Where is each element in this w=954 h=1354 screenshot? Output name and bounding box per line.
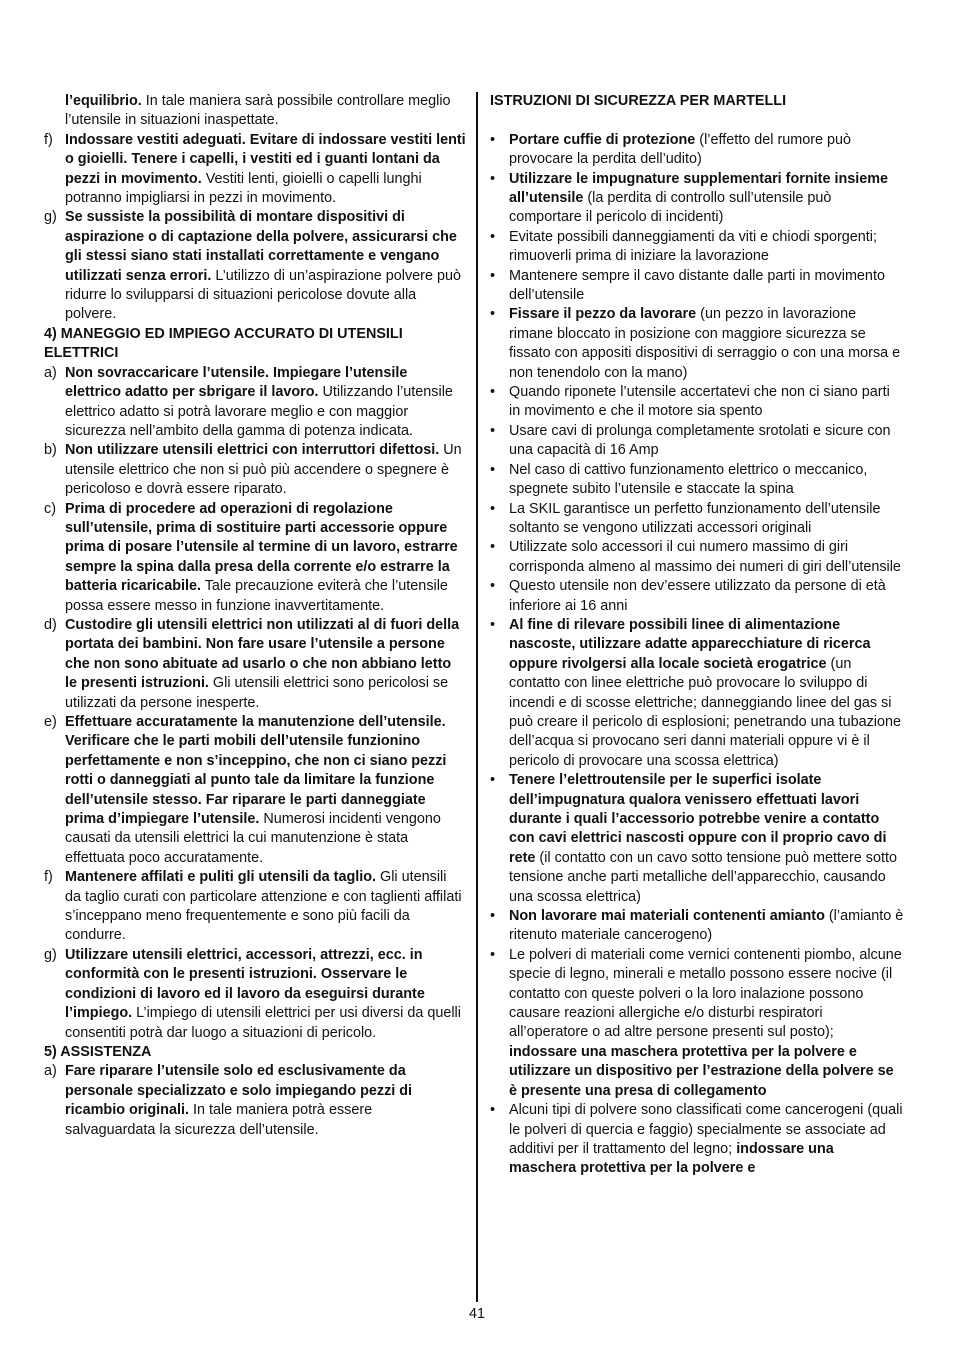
bullet-text: Questo utensile non dev’essere utilizzato da persone di età inferiore ai 16 anni	[509, 578, 886, 614]
list-item-5a	[44, 1062, 466, 1140]
bullet-bold: Non lavorare mai materiali contenenti amianto	[509, 908, 825, 925]
bullet-text: Utilizzate solo accessori il cui numero massimo di giri corrisponda almeno al massimo dei numeri di giri dell’utensile	[509, 539, 901, 575]
bullet-dot-icon: •	[490, 616, 496, 633]
list-item-4c	[44, 500, 466, 616]
item-bold: Prima di procedere ad operazioni di regolazione sull’utensile, prima di sostituire parti accessorie oppure prima di posare l’utensile al termine di un lavoro, estrarre sempre la spina dalla presa della corrente e/o estrarre la batteria ricaricabile.	[65, 500, 458, 595]
bullet-text: (un pezzo in lavorazione rimane bloccato in posizione con maggiore sicurezza se fissato con appositi dispositivi di serraggio o con una morsa e non tenendolo con la mano)	[509, 306, 901, 381]
safety-bullet-list	[490, 131, 904, 1179]
item-label: f)	[44, 131, 53, 148]
bullet-bold: Utilizzare le impugnature supplementari fornite insieme all’utensile	[509, 170, 889, 207]
item-text: Vestiti lenti, gioielli o capelli lunghi potranno impigliarsi in pezzi in movimento.	[65, 170, 422, 207]
bullet-text: (la perdita di controllo sull’utensile può comportare il pericolo di incidenti)	[509, 190, 832, 226]
bullet-dot-icon: •	[490, 500, 496, 517]
bullet-dot-icon: •	[490, 539, 496, 556]
bullet-bold: Al fine di rilevare possibili linee di alimentazione nascoste, utilizzare adatte apparecchiature di ricerca oppure rivolgersi alla locale società erogatrice	[509, 616, 871, 672]
item-text: L’utilizzo di un’aspirazione polvere può ridurre lo svilupparsi di situazioni pericolose dovute alla polvere.	[65, 267, 461, 323]
item-text: Numerosi incidenti vengono causati da utensili elettrici la cui manutenzione è stata effettuata poco accuratamente.	[65, 811, 441, 866]
bullet-bold-trailing: indossare una maschera protettiva per la polvere e	[509, 1140, 834, 1177]
bullet-text: (un contatto con linee elettriche può provocare lo sviluppo di incendi e di scosse elettriche; danneggiando linee del gas si può creare il pericolo di esplosioni; penetrando una tubazione dell’acqua si provocano seri danni materiali oppure vi è il pericolo di provocare una scossa elettrica)	[509, 655, 902, 769]
bullet-item	[490, 228, 904, 267]
left-column	[44, 92, 466, 1140]
item-label: a)	[44, 1063, 57, 1080]
bullet-item	[490, 907, 904, 946]
item-bold: Utilizzare utensili elettrici, accessori, attrezzi, ecc. in conformità con le presenti istruzioni. Osservare le condizioni di lavoro ed il lavoro da eseguirsi durante l’impiego.	[65, 946, 425, 1022]
bullet-text: Quando riponete l’utensile accertatevi che non ci siano parti in movimento e che il motore sia spento	[509, 384, 890, 420]
right-column	[490, 92, 904, 1179]
bullet-text: Le polveri di materiali come vernici contenenti piombo, alcune specie di legno, minerali e metallo possono essere nocive (il contatto con queste polveri o la loro inalazione possono causare reazioni allergiche e/o disturbi respiratori all’operatore o ad altre persone presenti sul posto);	[509, 946, 902, 1041]
item-label: g)	[44, 209, 57, 226]
bullet-text: (l’amianto è ritenuto materiale cancerogeno)	[509, 908, 904, 944]
item-bold: Non sovraccaricare l’utensile. Impiegare l’utensile elettrico adatto per sbrigare il lavoro.	[65, 364, 408, 401]
item-bold: Se sussiste la possibilità di montare dispositivi di aspirazione o di captazione della polvere, assicurarsi che gli stessi siano stati installati correttamente e vengano utilizzati senza errori.	[65, 209, 457, 284]
item-text: Gli utensili da taglio curati con particolare attenzione e con taglienti affilati s’inceppano meno frequentemente e sono più facili da condurre.	[65, 869, 462, 944]
hammer-safety-heading: ISTRUZIONI DI SICUREZZA PER MARTELLI	[490, 93, 787, 109]
item-text: Gli utensili elettrici sono pericolosi se utilizzati da persone inesperte.	[65, 675, 449, 711]
page-number: 41	[468, 1306, 485, 1322]
bullet-dot-icon: •	[490, 422, 496, 439]
bullet-dot-icon: •	[490, 267, 496, 284]
bullet-item	[490, 267, 904, 306]
item-label: a)	[44, 364, 57, 381]
bullet-dot-icon: •	[490, 772, 496, 789]
item-text: Un utensile elettrico che non si può più accendere o spegnere è pericoloso e dovrà essere riparato.	[65, 442, 462, 498]
list-item-4b	[44, 441, 466, 499]
item-bold: Non utilizzare utensili elettrici con interruttori difettosi.	[65, 442, 440, 459]
bullet-dot-icon: •	[490, 131, 496, 148]
bullet-bold-trailing: indossare una maschera protettiva per la polvere e utilizzare un dispositivo per l’estrazione della polvere se è presente una presa di collegamento	[509, 1043, 894, 1099]
item-label: d)	[44, 616, 57, 633]
bullet-item	[490, 1101, 904, 1179]
bullet-text: Mantenere sempre il cavo distante dalle parti in movimento dell’utensile	[509, 267, 885, 304]
section-heading-5: 5) ASSISTENZA	[44, 1043, 152, 1060]
item-bold: Fare riparare l’utensile solo ed esclusivamente da personale specializzato e solo impiegando pezzi di ricambio originali.	[65, 1063, 413, 1119]
list-item-4g	[44, 946, 466, 1043]
list-item-4a	[44, 364, 466, 442]
bullet-item	[490, 538, 904, 577]
column-divider	[476, 92, 478, 1302]
bullet-item	[490, 422, 904, 461]
list-item-4f	[44, 868, 466, 946]
bullet-text: Nel caso di cattivo funzionamento elettrico o meccanico, spegnete subito l’utensile e staccate la spina	[509, 461, 868, 498]
bullet-text: (l’effetto del rumore può provocare la perdita dell’udito)	[509, 131, 852, 168]
bullet-item	[490, 577, 904, 616]
bullet-text: Alcuni tipi di polvere sono classificati come cancerogeni (quali le polveri di quercia e faggio) specialmente se associate ad additivi per il trattamento del legno;	[509, 1102, 903, 1157]
section-heading-4: 4) MANEGGIO ED IMPIEGO ACCURATO DI UTENSILI ELETTRICI	[44, 325, 403, 362]
item-label: f)	[44, 869, 53, 886]
item-text: L’impiego di utensili elettrici per usi diversi da quelli consentiti potrà dar luogo a situazioni di pericolo.	[65, 1005, 461, 1041]
bullet-dot-icon: •	[490, 578, 496, 595]
item-bold: Effettuare accuratamente la manutenzione dell’utensile. Verificare che le parti mobili dell’utensile funzionino perfettamente e non s’inceppino, che non ci siano pezzi rotti o danneggiati al punto tale da limitare la funzione dell’utensile stesso. Far riparare le parti danneggiate prima d’impiegare l’utensile.	[65, 714, 447, 828]
bullet-dot-icon: •	[490, 1102, 496, 1119]
item-label: g)	[44, 946, 57, 963]
item-label: c)	[44, 500, 56, 517]
bullet-item	[490, 771, 904, 907]
continued-text: In tale maniera sarà possibile controllare meglio l’utensile in situazioni inaspettate.	[65, 93, 451, 129]
bullet-dot-icon: •	[490, 461, 496, 478]
bullet-dot-icon: •	[490, 908, 496, 925]
bullet-dot-icon: •	[490, 384, 496, 401]
bullet-dot-icon: •	[490, 306, 496, 323]
list-item-3g	[44, 208, 466, 324]
bullet-dot-icon: •	[490, 228, 496, 245]
item-bold: Custodire gli utensili elettrici non utilizzati al di fuori della portata dei bambini. Non fare usare l’utensile a persone che non sono abituate ad usarlo o che non abbiano letto le presenti istruzioni.	[65, 616, 460, 692]
list-item-3f	[44, 131, 466, 209]
item-bold: Indossare vestiti adeguati. Evitare di indossare vestiti lenti o gioielli. Tenere i capelli, i vestiti ed i guanti lontani da pezzi in movimento.	[65, 131, 466, 187]
bullet-text: Usare cavi di prolunga completamente srotolati e sicure con una capacità di 16 Amp	[509, 422, 891, 459]
bullet-bold: Portare cuffie di protezione	[509, 131, 696, 148]
item-label: e)	[44, 714, 57, 730]
bullet-dot-icon: •	[490, 946, 496, 963]
bullet-text: Evitate possibili danneggiamenti da viti e chiodi sporgenti; rimuoverli prima di iniziare la lavorazione	[509, 228, 877, 265]
item-text: Utilizzando l’utensile elettrico adatto si potrà lavorare meglio e con maggior sicurezza nell’ambito della gamma di potenza indicata.	[65, 384, 453, 439]
bullet-text: La SKIL garantisce un perfetto funzionamento dell’utensile soltanto se vengono utilizzati accessori originali	[509, 500, 881, 536]
bullet-item	[490, 461, 904, 500]
list-item-4e	[44, 713, 466, 868]
bullet-item	[490, 170, 904, 228]
bullet-item	[490, 383, 904, 422]
item-text: Tale precauzione eviterà che l’utensile possa essere messo in funzione inavvertitamente.	[65, 578, 448, 614]
bullet-dot-icon: •	[490, 170, 496, 187]
bullet-item	[490, 131, 904, 170]
bullet-bold: Tenere l’elettroutensile per le superfici isolate dell’impugnatura qualora venissero effettuati lavori durante i quali l’accessorio potrebbe venire a contatto con cavi elettrici nascosti oppure con il proprio cavo di rete	[509, 772, 887, 866]
item-bold: Mantenere affilati e puliti gli utensili da taglio.	[65, 869, 377, 886]
item-label: b)	[44, 442, 57, 459]
bullet-item	[490, 616, 904, 771]
bullet-item	[490, 500, 904, 539]
bullet-text: (il contatto con un cavo sotto tensione può mettere sotto tensione anche parti metalliche dell’apparecchio, causando una scossa elettrica)	[509, 849, 897, 905]
bullet-bold: Fissare il pezzo da lavorare	[509, 306, 697, 323]
bullet-item	[490, 305, 904, 383]
item-text: In tale maniera potrà essere salvaguardata la sicurezza dell’utensile.	[65, 1102, 373, 1138]
continued-bold: l’equilibrio.	[65, 93, 142, 109]
continued-paragraph	[44, 92, 466, 131]
list-item-4d	[44, 616, 466, 713]
bullet-item	[490, 946, 904, 1101]
